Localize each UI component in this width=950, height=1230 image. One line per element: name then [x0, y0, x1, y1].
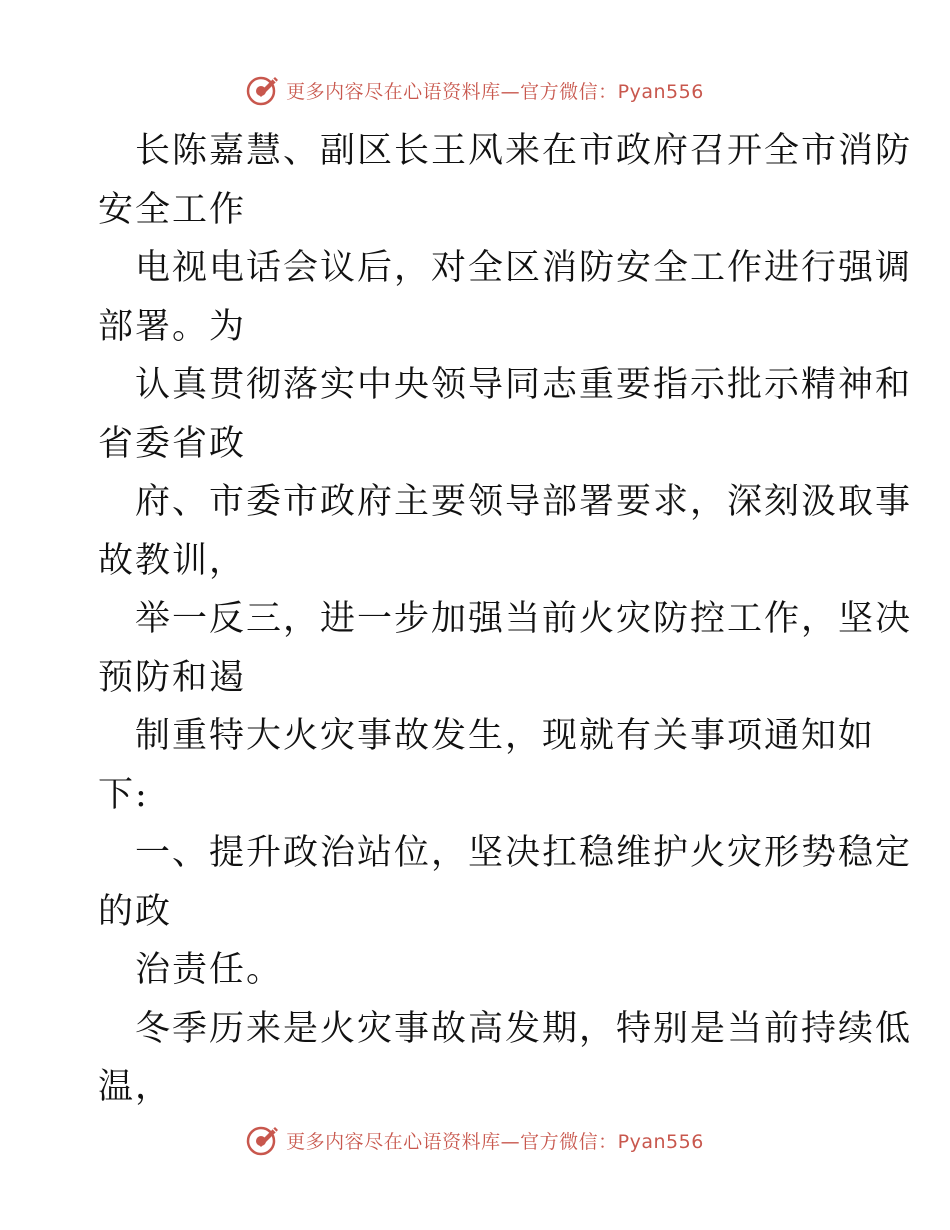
- text-line: 制重特大火灾事故发生，现就有关事项通知如: [135, 716, 876, 756]
- header-watermark: [0, 70, 950, 110]
- text-line: 治责任。: [135, 950, 284, 990]
- text-line: 府、市委市政府主要领导部署要求，深刻汲取事: [135, 482, 913, 522]
- text-line: 长陈嘉慧、副区长王风来在市政府召开全市消防: [135, 131, 913, 171]
- text-line: 省委省政: [98, 423, 247, 464]
- text-line: 认真贯彻落实中央领导同志重要指示批示精神和: [135, 365, 913, 405]
- text-line: 温，: [98, 1067, 173, 1107]
- text-line: 故教训，: [98, 540, 247, 581]
- pen-logo-icon: [246, 73, 280, 107]
- text-line: 电视电话会议后，对全区消防安全工作进行强调: [135, 248, 913, 288]
- footer-watermark: [0, 1120, 950, 1160]
- pen-logo-icon: [246, 1123, 280, 1157]
- watermark-text: 更多内容尽在心语资料库—官方微信：Pyan556: [286, 1130, 704, 1153]
- text-line: 的政: [98, 891, 173, 932]
- text-line: 部署。为: [98, 306, 247, 347]
- text-line: 冬季历来是火灾事故高发期，特别是当前持续低: [135, 1008, 913, 1049]
- text-line: 一、提升政治站位，坚决扛稳维护火灾形势稳定: [135, 833, 913, 873]
- text-line: 下:: [98, 774, 149, 815]
- text-line: 举一反三，进一步加强当前火灾防控工作，坚决: [135, 599, 913, 639]
- watermark-text: 更多内容尽在心语资料库—官方微信：Pyan556: [286, 80, 704, 103]
- text-line: 安全工作: [98, 189, 247, 230]
- text-line: 预防和遏: [98, 657, 247, 698]
- document-body: [98, 122, 913, 1117]
